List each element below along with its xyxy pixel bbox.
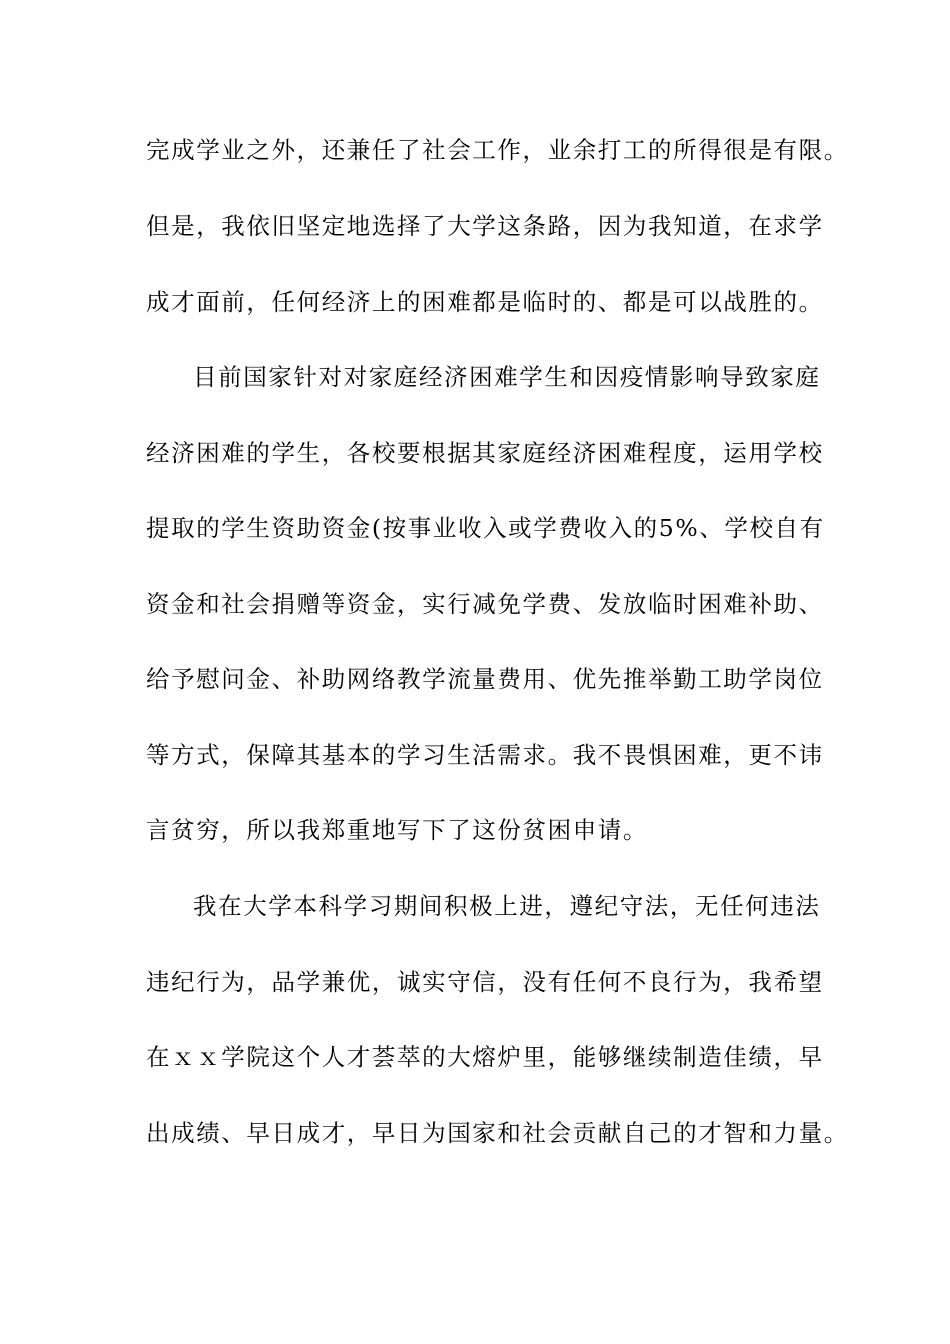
text-line: 在ｘｘ学院这个人才荟萃的大熔炉里，能够继续制造佳绩，早 xyxy=(146,1043,824,1071)
text-line: 完成学业之外，还兼任了社会工作，业余打工的所得很是有限。 xyxy=(146,136,849,164)
paragraph-first-line: 目前国家针对对家庭经济困难学生和因疫情影响导致家庭 xyxy=(193,363,821,391)
text-line: 经济困难的学生，各校要根据其家庭经济困难程度，运用学校 xyxy=(146,439,824,467)
text-line: 出成绩、早日成才，早日为国家和社会贡献自己的才智和力量。 xyxy=(146,1119,849,1147)
text-line: 但是，我依旧坚定地选择了大学这条路，因为我知道，在求学 xyxy=(146,212,824,240)
text-line: 成才面前，任何经济上的困难都是临时的、都是可以战胜的。 xyxy=(146,288,824,316)
text-line: 资金和社会捐赠等资金，实行减免学费、发放临时困难补助、 xyxy=(146,590,824,618)
text-line: 给予慰问金、补助网络教学流量费用、优先推举勤工助学岗位 xyxy=(146,665,824,693)
paragraph-first-line: 我在大学本科学习期间积极上进，遵纪守法，无任何违法 xyxy=(193,892,821,920)
text-line: 违纪行为，品学兼优，诚实守信，没有任何不良行为，我希望 xyxy=(146,968,824,996)
text-line: 言贫穷，所以我郑重地写下了这份贫困申请。 xyxy=(146,816,648,844)
text-line: 等方式，保障其基本的学习生活需求。我不畏惧困难，更不讳 xyxy=(146,741,824,769)
text-line: 提取的学生资助资金(按事业收入或学费收入的5%、学校自有 xyxy=(146,514,825,542)
